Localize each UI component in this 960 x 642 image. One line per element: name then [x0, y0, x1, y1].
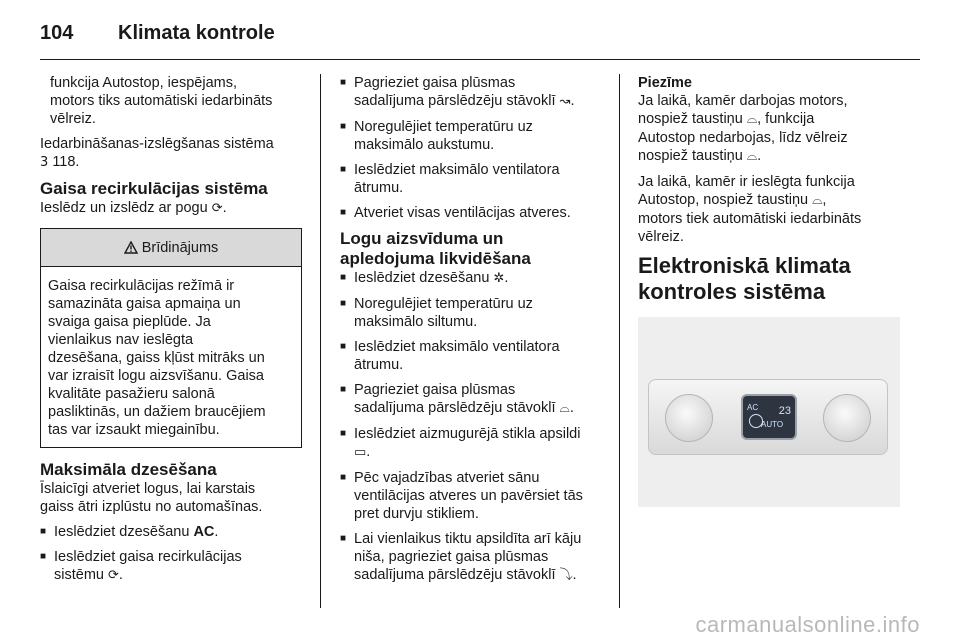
warning-title: Brīdinājums	[141, 239, 219, 256]
column-divider	[619, 74, 620, 608]
reference-arrow-icon: 3	[40, 155, 49, 170]
foot-vent-icon: ⤵	[559, 568, 573, 583]
page-number: 104	[40, 22, 74, 44]
face-vent-icon: ↝	[559, 94, 571, 109]
recirc-text: Ieslēdz un izslēdz ar pogu ⟳.	[40, 200, 227, 216]
climate-control-panel	[648, 379, 888, 455]
display-temperature: 23	[778, 405, 791, 417]
header-rule	[40, 59, 920, 60]
list-item: ■ Pēc vajadzības atveriet sānu ventilācijas atveres un pavērsiet tās pret durvju stikliem.	[340, 469, 608, 523]
left-control-knob	[665, 394, 713, 442]
list-item: ■ Ieslēdziet dzesēšanu ✲.	[340, 269, 608, 288]
list-item: ■ Ieslēdziet aizmugurējā stikla apsildi ▭.	[340, 425, 608, 462]
column-divider	[320, 74, 321, 608]
list-item: ■ Noregulējiet temperatūru uz maksimālo aukstumu.	[340, 118, 608, 154]
warning-triangle-icon	[124, 241, 138, 254]
section-heading: Elektroniskā klimata kontroles sistēma	[638, 253, 851, 304]
column-1	[40, 74, 302, 592]
max-cooling-steps	[40, 523, 302, 585]
warning-text: Gaisa recirkulācijas režīmā ir samazināta gaisa apmaiņa un svaiga gaisa pieplūde. Ja vienlaikus nav ieslēgta dzesēšana, gaiss kļūst mitrāks un var izraisīt logu aizsvīšanu. Gaisa kvalitāte pasažieru salonā pasliktinās, un dažiem braucējiem tas var izsaukt miegainību.	[48, 278, 266, 438]
list-item: ■ Ieslēdziet maksimālo ventilatora ātrumu.	[340, 161, 608, 197]
intro-paragraph: funkcija Autostop, iespējams, motors tiks automātiski iedarbināts vēlreiz.	[50, 75, 273, 127]
list-item: ■ Pagrieziet gaisa plūsmas sadalījuma pārslēdzēju stāvoklī ⌓.	[340, 381, 608, 418]
column-2	[340, 74, 608, 592]
list-item: ■ Ieslēdziet gaisa recirkulācijas sistēmu ⟳.	[40, 548, 302, 585]
list-item: ■ Pagrieziet gaisa plūsmas sadalījuma pārslēdzēju stāvoklī ↝.	[340, 74, 608, 111]
recirc-heading: Gaisa recirkulācijas sistēma	[40, 179, 268, 198]
windscreen-defrost-icon: ⌓	[812, 193, 823, 208]
list-item: ■ Ieslēdziet dzesēšanu AC.	[40, 523, 302, 541]
climate-display	[741, 394, 797, 440]
windscreen-defrost-icon: ⌓	[746, 112, 758, 127]
windscreen-defrost-icon: ⌓	[559, 401, 570, 416]
cooling-steps	[340, 74, 608, 222]
list-item: ■ Lai vienlaikus tiktu apsildīta arī kāju niša, pagrieziet gaisa plūsmas sadalījuma pārslēdzēju stāvoklī ⤵.	[340, 530, 608, 585]
warning-box	[40, 228, 302, 448]
display-auto-label: AUTO	[761, 420, 784, 429]
list-item: ■ Ieslēdziet maksimālo ventilatora ātrumu.	[340, 338, 608, 374]
list-item: ■ Atveriet visas ventilācijas atveres.	[340, 204, 608, 222]
list-item: ■ Noregulējiet temperatūru uz maksimālo siltumu.	[340, 295, 608, 331]
display-ac-label: AC	[747, 403, 759, 412]
note-paragraph-2: Ja laikā, kamēr ir ieslēgta funkcija Autostop, nospiež taustiņu ⌓, motors tiek automātiski iedarbināts vēlreiz.	[638, 174, 862, 245]
recirculation-icon: ⟳	[108, 568, 119, 583]
note-title: Piezīme	[638, 75, 692, 91]
watermark: carmanualsonline.info	[695, 612, 920, 637]
warning-header	[41, 229, 301, 267]
cross-reference: Iedarbināšanas-izslēgšanas sistēma 3 118.	[40, 136, 274, 170]
max-cooling-heading: Maksimāla dzesēšana	[40, 460, 217, 479]
chapter-title: Klimata kontrole	[118, 22, 275, 44]
defog-heading: Logu aizsvīduma un apledojuma likvidēšana	[340, 229, 531, 268]
defog-steps	[340, 269, 608, 585]
climate-panel-photo	[638, 317, 900, 507]
page-header	[40, 22, 275, 48]
snowflake-icon: ✲	[493, 271, 505, 286]
max-cooling-text: Īslaicīgi atveriet logus, lai karstais gaiss ātri izplūstu no automašīnas.	[40, 481, 263, 515]
note: Piezīme Ja laikā, kamēr darbojas motors, nospiež taustiņu ⌓, funkcija Autostop nedarbojas, līdz vēlreiz nospiež taustiņu ⌓.	[638, 75, 848, 164]
recirculation-icon: ⟳	[211, 201, 223, 216]
windscreen-defrost-icon: ⌓	[746, 149, 758, 164]
column-3	[638, 74, 900, 507]
right-control-knob	[823, 394, 871, 442]
rear-window-heat-icon: ▭	[354, 445, 367, 460]
